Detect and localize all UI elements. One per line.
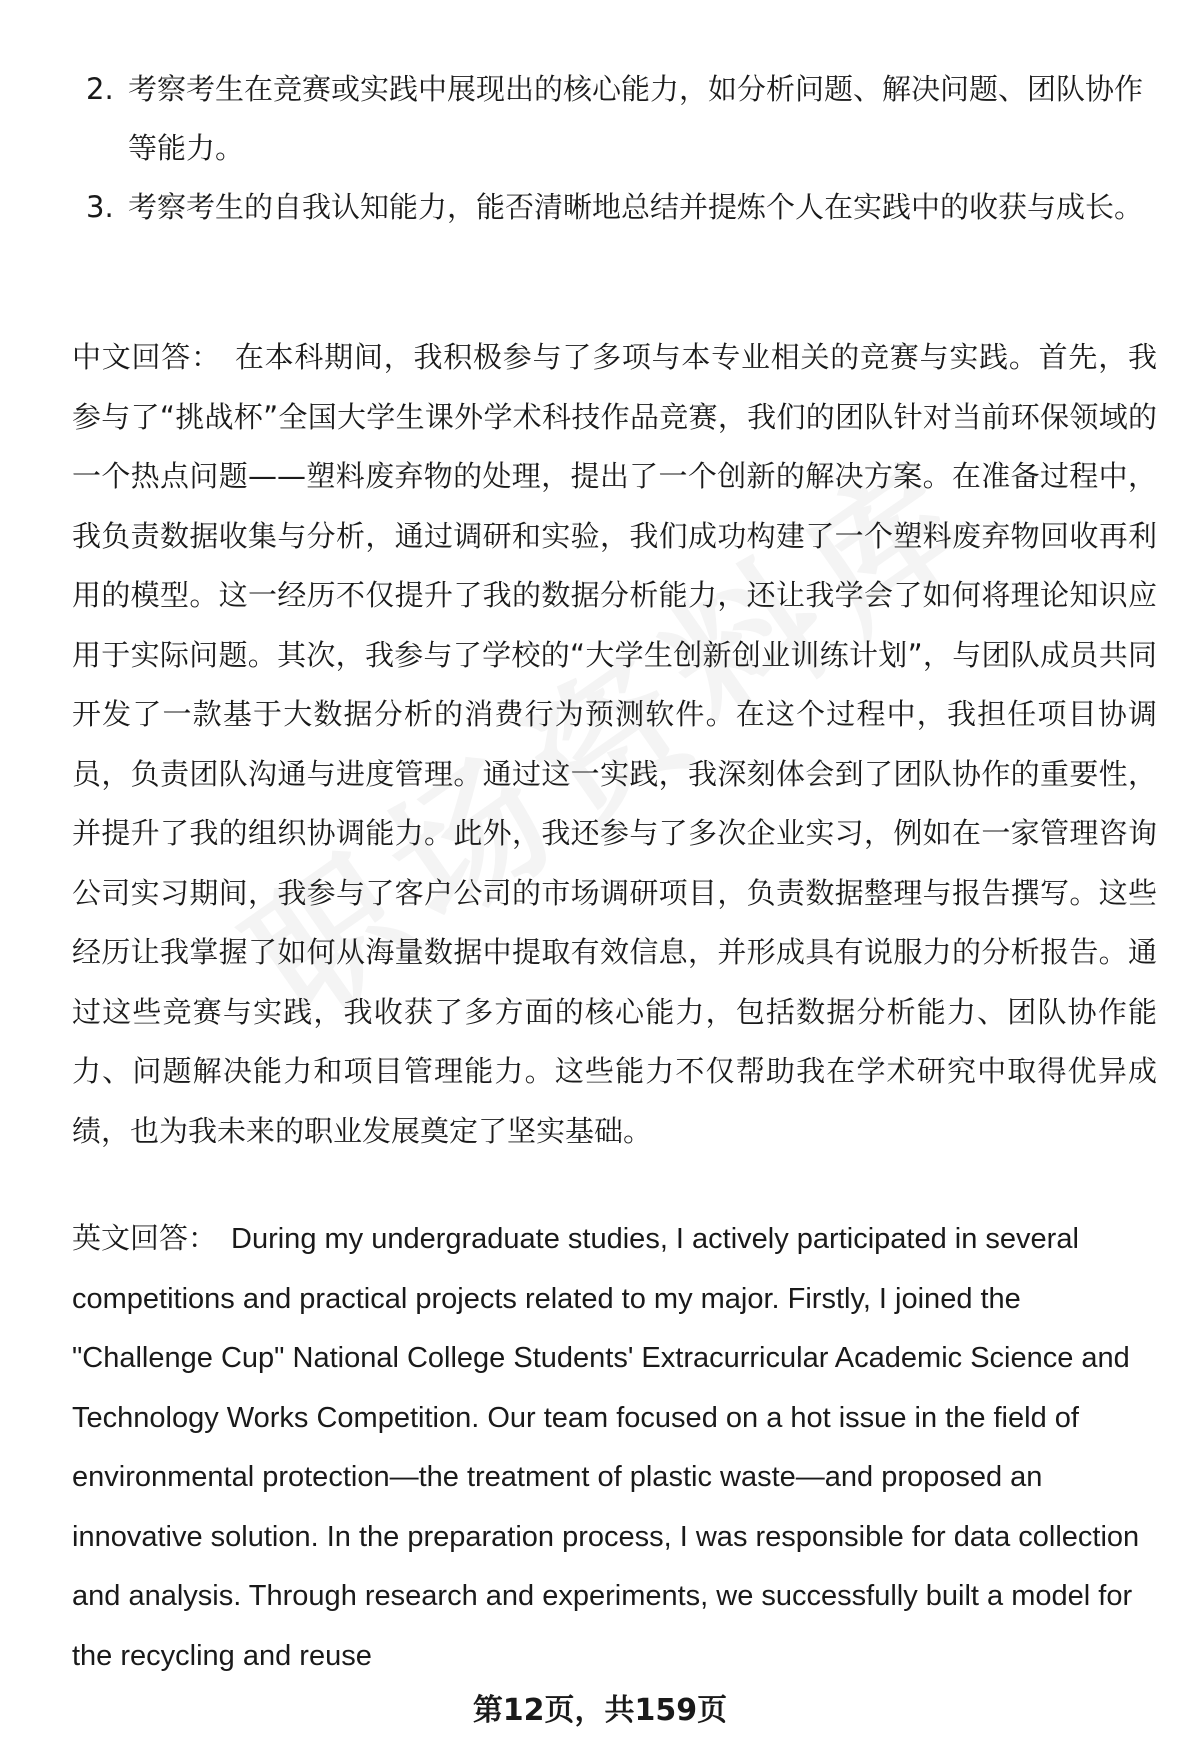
chinese-answer-text: 在本科期间，我积极参与了多项与本专业相关的竞赛与实践。首先，我参与了“挑战杯”全国大学生课外学术科技作品竞赛，我们的团队针对当前环保领域的一个热点问题——塑料废弃物的处理，提出了一个创新的解决方案。在准备过程中，我负责数据收集与分析，通过调研和实验，我们成功构建了一个塑料废弃物回收再利用的模型。这一经历不仅提升了我的数据分析能力，还让我学会了如何将理论知识应用于实际问题。其次，我参与了学校的“大学生创新创业训练计划”，与团队成员共同开发了一款基于大数据分析的消费行为预测软件。在这个过程中，我担任项目协调员，负责团队沟通与进度管理。通过这一实践，我深刻体会到了团队协作的重要性，并提升了我的组织协调能力。此外，我还参与了多次企业实习，例如在一家管理咨询公司实习期间，我参与了客户公司的市场调研项目，负责数据整理与报告撰写。这些经历让我掌握了如何从海量数据中提取有效信息，并形成具有说服力的分析报告。通过这些竞赛与实践，我收获了多方面的核心能力，包括数据分析能力、团队协作能力、问题解决能力和项目管理能力。这些能力不仅帮助我在学术研究中取得优异成绩，也为我未来的职业发展奠定了坚实基础。 [72,340,1157,1148]
list-item [76,60,1146,178]
english-answer-label: 英文回答： [72,1221,218,1255]
chinese-answer-paragraph [72,328,1157,1161]
chinese-answer-label: 中文回答： [72,340,221,374]
list-item-text: 考察考生的自我认知能力，能否清晰地总结并提炼个人在实践中的收获与成长。 [128,190,1144,224]
requirements-list [76,60,1146,237]
english-answer-text: During my undergraduate studies, I actively participated in several competitions and practical projects related to my major. Firstly, I joined the "Challenge Cup" National College Students' Extracurricular Academic Science and Technology Works Competition. Our team focused on a hot issue in the field of environmental protection—the treatment of plastic waste—and proposed an innovative solution. In the preparation process, I was responsible for data collection and analysis. Through research and experiments, we successfully built a model for the recycling and reuse [72,1223,1140,1672]
list-item-number: 3. [86,190,114,224]
list-item [76,178,1146,237]
list-item-number: 2. [86,72,114,106]
list-item-text: 考察考生在竞赛或实践中展现出的核心能力，如分析问题、解决问题、团队协作等能力。 [128,72,1144,165]
english-answer-paragraph [72,1209,1157,1686]
page-number-footer: 第12页，共159页 [472,1693,728,1728]
